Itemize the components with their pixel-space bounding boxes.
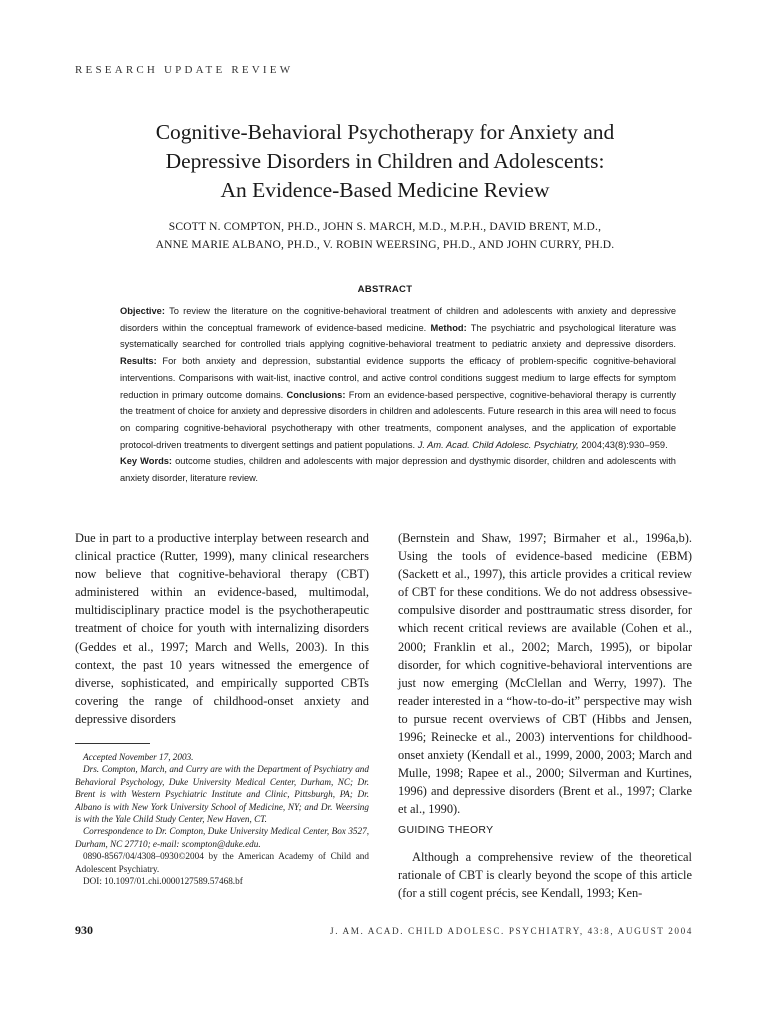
accepted-date: Accepted November 17, 2003.	[83, 752, 194, 762]
method-label: Method:	[430, 322, 467, 333]
body-column-left	[75, 529, 369, 728]
intro-paragraph-continued: (Bernstein and Shaw, 1997; Birmaher et al., 1996a,b). Using the tools of evidence-based medicine (EBM) (Sackett et al., 1997), this article provides a critical review of CBT for these conditions. We do not address obsessive-compulsive disorder and posttraumatic stress disorder, for which recent critical reviews are available (Cohen et al., 2000; Franklin et al., 2002; March, 1995), or bipolar disorder, for which cognitive-behavioral interventions are just now emerging (McClellan and Werry, 1997). The reader interested in a “how-to-do-it” perspective may wish to pursue recent overviews of CBT (Hibbs and Jensen, 1996; Reinecke et al., 2003) interventions for childhood-onset anxiety (Kendall et al., 1999, 2000, 2003; March and Mulle, 1998; Rapee et al., 2000; Silverman and Kurtines, 1996) and depressive disorders (Brent et al., 1997; Clarke et al., 1990).	[398, 531, 692, 817]
section-heading: GUIDING THEORY	[398, 823, 494, 836]
body-column-right	[398, 529, 692, 902]
authors-line-2: ANNE MARIE ALBANO, PH.D., V. ROBIN WEERSING, PH.D., AND JOHN CURRY, PH.D.	[155, 239, 615, 251]
objective-text: To review the literature on the cognitive-behavioral treatment of children and adolescents with anxiety and depressive disorders within the conceptual framework of evidence-based medicine.	[120, 306, 676, 333]
intro-paragraph: Due in part to a productive interplay between research and clinical practice (Rutter, 1999), many clinical researchers now believe that cognitive-behavioral therapy (CBT) administered within an evidence-based, multimodal, multidisciplinary practice model is the psychotherapeutic treatment of choice for youth with internalizing disorders (Geddes et al., 1997; March and Wells, 2003). In this context, the past 10 years witnessed the emergence of diverse, sophisticated, and empirically supported CBTs covering the range of childhood-onset anxiety and depressive disorders	[75, 531, 369, 726]
abstract-heading: ABSTRACT	[357, 284, 413, 295]
title-line-2: Depressive Disorders in Children and Adolescents:	[165, 149, 605, 173]
journal-footer: J. AM. ACAD. CHILD ADOLESC. PSYCHIATRY, 43:8, AUGUST 2004	[330, 926, 693, 936]
abstract-body	[120, 303, 676, 487]
author-list	[75, 218, 695, 254]
method-text: The psychiatric and psychological literature was systematically searched for controlled trials applying cognitive-behavioral treatment to pediatric anxiety and depressive disorders.	[120, 322, 676, 350]
citation-journal: J. Am. Acad. Child Adolesc. Psychiatry,	[417, 439, 579, 450]
citation-details: 2004;43(8):930–959.	[581, 439, 668, 450]
keywords-text: outcome studies, children and adolescents with major depression and dysthymic disorder, children and adolescents with anxiety disorder, literature review.	[120, 456, 676, 484]
doi: DOI: 10.1097/01.chi.0000127589.57468.bf	[83, 876, 243, 887]
guiding-theory-paragraph: Although a comprehensive review of the theoretical rationale of CBT is clearly beyond the scope of this article (for a still cogent précis, see Kendall, 1993; Ken-	[398, 849, 692, 900]
title-line-3: An Evidence-Based Medicine Review	[220, 178, 550, 202]
footnotes	[75, 751, 369, 887]
author-affiliations: Drs. Compton, March, and Curry are with the Department of Psychiatry and Behavioral Psychology, Duke University Medical Center, Durham, NC; Dr. Brent is with Western Psychiatric Institute and Clinic, Pittsburgh, PA; Dr. Albano is with New York University School of Medicine, NY; and Dr. Weersing is with the Yale Child Study Center, New Haven, CT.	[75, 764, 369, 825]
conclusions-text: From an evidence-based perspective, cognitive-behavioral therapy is currently the treatment of choice for anxiety and depressive disorders in children and adolescents. Future research in this area will need to focus on comparing cognitive-behavioral psychotherapy with other treatments, component analyses, and the application of exportable protocol-driven treatments to divergent settings and patient populations.	[120, 389, 676, 450]
results-label: Results:	[120, 356, 157, 367]
correspondence: Correspondence to Dr. Compton, Duke University Medical Center, Box 3527, Durham, NC 27710; e-mail: scompton@duke.edu.	[75, 826, 369, 849]
conclusions-label: Conclusions:	[286, 389, 346, 400]
authors-line-1: SCOTT N. COMPTON, PH.D., JOHN S. MARCH, M.D., M.P.H., DAVID BRENT, M.D.,	[168, 221, 602, 233]
objective-label: Objective:	[120, 306, 165, 316]
copyright: 0890-8567/04/4308–0930©2004 by the American Academy of Child and Adolescent Psychiatry.	[75, 851, 369, 874]
title-line-1: Cognitive-Behavioral Psychotherapy for Anxiety and	[155, 120, 615, 144]
footnote-divider	[75, 743, 150, 744]
running-head: RESEARCH UPDATE REVIEW	[75, 64, 294, 76]
keywords-label: Key Words:	[120, 456, 173, 467]
page-number: 930	[75, 923, 93, 937]
results-text: For both anxiety and depression, substantial evidence supports the efficacy of problem-specific cognitive-behavioral interventions. Comparisons with wait-list, inactive control, and active control conditions suggest medium to large effects for symptom reduction in primary outcome domains.	[120, 356, 676, 400]
article-title	[75, 118, 695, 205]
